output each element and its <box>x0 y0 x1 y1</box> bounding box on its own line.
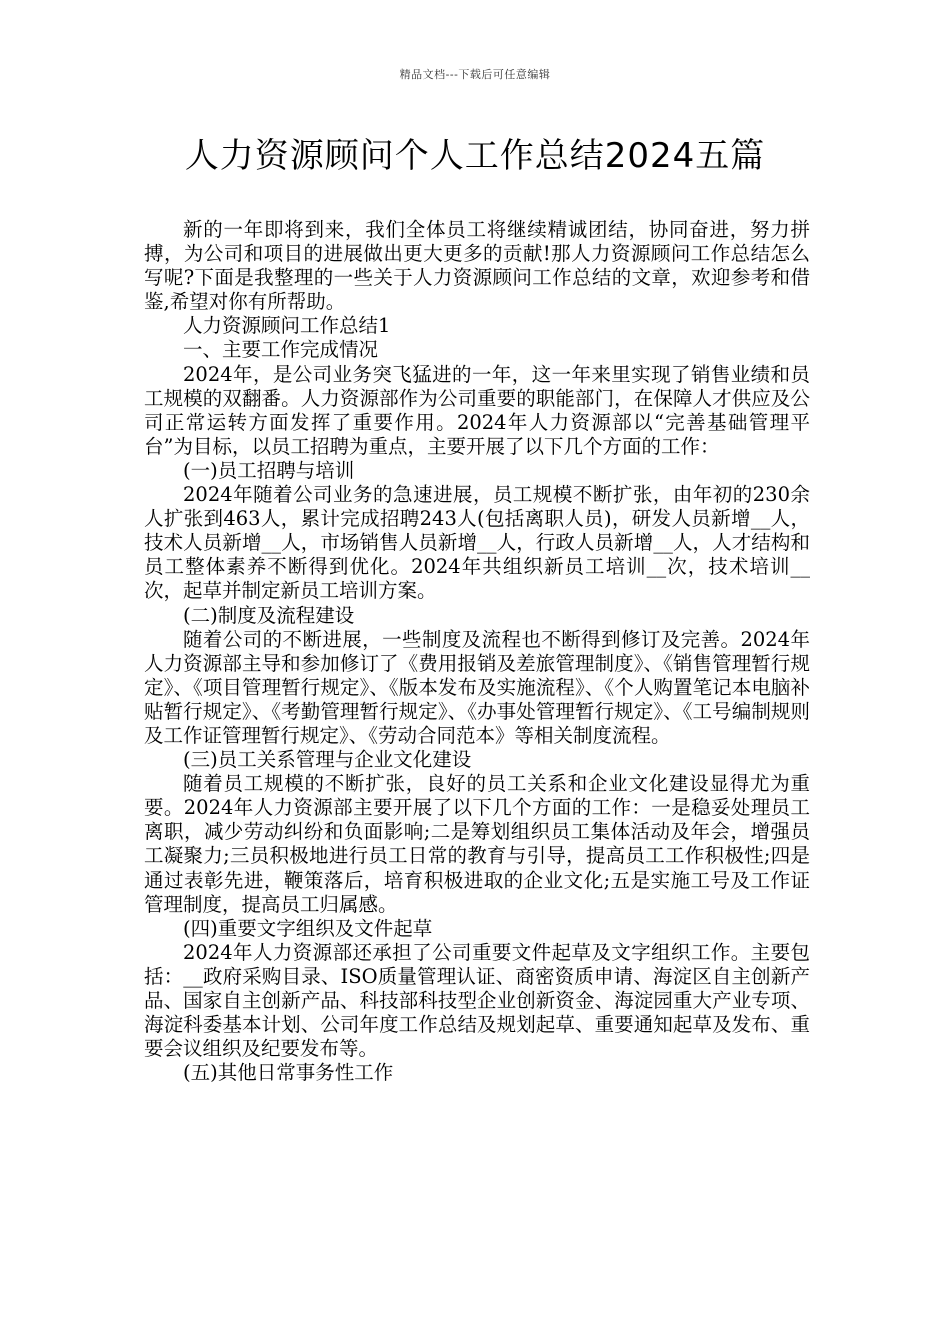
body-paragraph: 2024年人力资源部还承担了公司重要文件起草及文字组织工作。主要包括：__政府采购目录、ISO质量管理认证、商密资质申请、海淀区自主创新产品、国家自主创新产品、科技部科技型企业创新资金、海淀园重大产业专项、海淀科委基本计划、公司年度工作总结及规划起草、重要通知起草及发布、重要会议组织及纪要发布等。 <box>144 940 810 1061</box>
subsection-heading: (五)其他日常事务性工作 <box>183 1061 394 1085</box>
section-heading: 人力资源顾问工作总结1 <box>183 314 391 338</box>
body-paragraph: 2024年，是公司业务突飞猛进的一年，这一年来里实现了销售业绩和员工规模的双翻番。人力资源部作为公司重要的职能部门，在保障人才供应及公司正常运转方面发挥了重要作用。2024年人力资源部以“完善基础管理平台”为目标，以员工招聘为重点，主要开展了以下几个方面的工作： <box>144 362 810 458</box>
document-title: 人力资源顾问个人工作总结2024五篇 <box>184 136 766 176</box>
subsection-heading: (四)重要文字组织及文件起草 <box>183 916 433 940</box>
subsection-heading: (一)员工招聘与培训 <box>183 458 355 482</box>
section-heading: 一、主要工作完成情况 <box>183 338 379 362</box>
intro-paragraph: 新的一年即将到来，我们全体员工将继续精诚团结，协同奋进，努力拼搏，为公司和项目的进展做出更大更多的贡献!那人力资源顾问工作总结怎么写呢?下面是我整理的一些关于人力资源顾问工作总结的文章，欢迎参考和借鉴,希望对你有所帮助。 <box>144 218 810 314</box>
subsection-heading: (三)员工关系管理与企业文化建设 <box>183 748 472 772</box>
body-paragraph: 随着公司的不断进展，一些制度及流程也不断得到修订及完善。2024年人力资源部主导和参加修订了《费用报销及差旅管理制度》、《销售管理暂行规定》、《项目管理暂行规定》、《版本发布及实施流程》、《个人购置笔记本电脑补贴暂行规定》、《考勤管理暂行规定》、《办事处管理暂行规定》、《工号编制规则及工作证管理暂行规定》、《劳动合同范本》等相关制度流程。 <box>144 627 810 747</box>
body-paragraph: 2024年随着公司业务的急速进展，员工规模不断扩张，由年初的230余人扩张到463人，累计完成招聘243人(包括离职人员)，研发人员新增__人，技术人员新增__人，市场销售人员新增__人，行政人员新增__人，人才结构和员工整体素养不断得到优化。2024年共组织新员工培训__次，技术培训__次，起草并制定新员工培训方案。 <box>144 483 810 603</box>
body-paragraph: 随着员工规模的不断扩张，良好的员工关系和企业文化建设显得尤为重要。2024年人力资源部主要开展了以下几个方面的工作：一是稳妥处理员工离职，减少劳动纠纷和负面影响;二是筹划组织员工集体活动及年会，增强员工凝聚力;三员积极地进行员工日常的教育与引导，提高员工工作积极性;四是通过表彰先进，鞭策落后，培育积极进取的企业文化;五是实施工号及工作证管理制度，提高员工归属感。 <box>144 772 810 916</box>
document-body <box>144 218 810 1085</box>
subsection-heading: (二)制度及流程建设 <box>183 603 355 627</box>
header-note: 精品文档---下载后可任意编辑 <box>399 68 551 81</box>
